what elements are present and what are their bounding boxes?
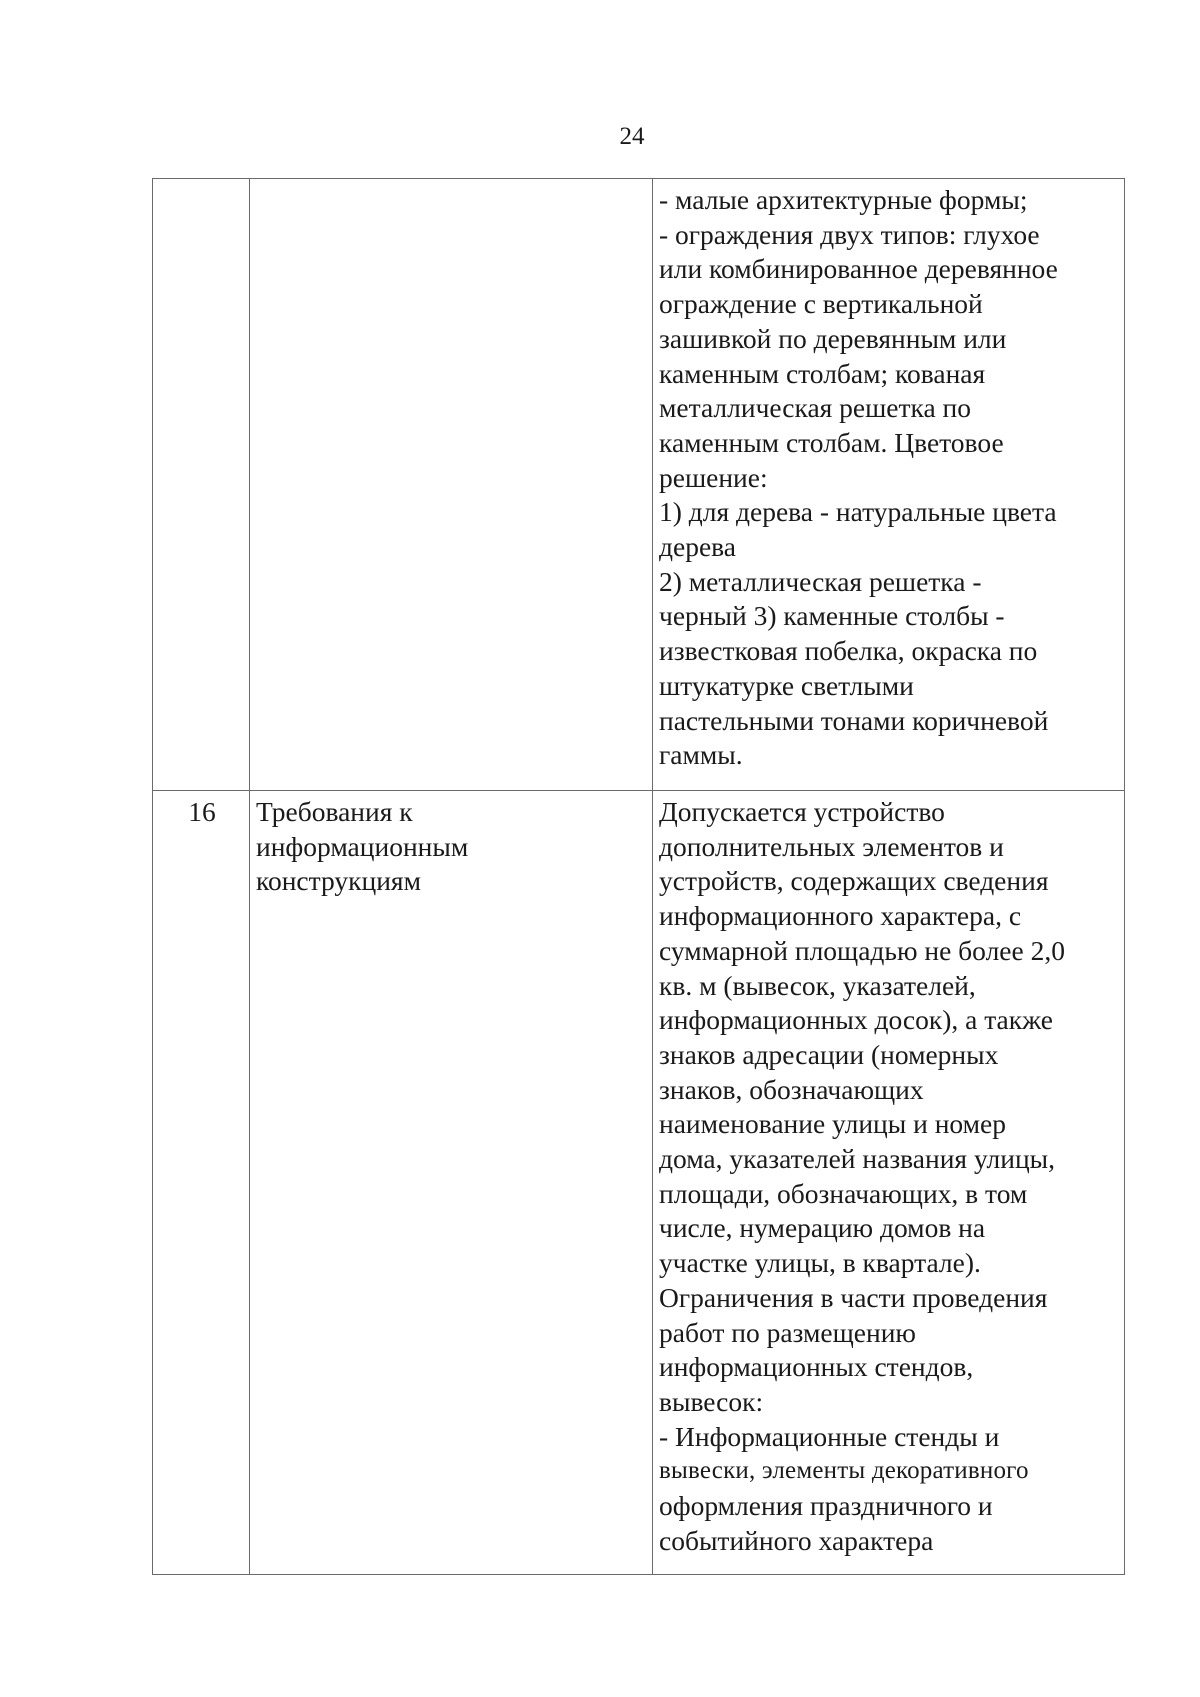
description-line: Ограничения в части проведения [659, 1281, 1048, 1313]
description-line: вывески, элементы декоративного [659, 1457, 1029, 1485]
name-line: информационным [256, 830, 469, 862]
description-line: устройств, содержащих сведения [659, 865, 1049, 897]
table-row [153, 179, 1125, 791]
description-line: - малые архитектурные формы; [659, 184, 1028, 215]
description-line: числе, нумерацию домов на [659, 1212, 986, 1244]
description-line: работ по размещению [659, 1316, 916, 1348]
description-line: или комбинированное деревянное [659, 253, 1058, 285]
requirement-description-cell [653, 791, 1125, 1575]
table-row [153, 791, 1125, 1575]
name-line: конструкциям [256, 865, 421, 897]
row-number-cell [153, 179, 250, 791]
description-line: вывесок: [659, 1385, 764, 1417]
description-line: знаков, обозначающих [659, 1073, 924, 1105]
description-line: ограждение с вертикальной [659, 288, 983, 320]
description-line: 1) для дерева - натуральные цвета [659, 496, 1057, 528]
description-line: известковая побелка, окраска по [659, 635, 1038, 667]
description-line: каменным столбам; кованая [659, 357, 986, 389]
description-line: оформления праздничного и [659, 1490, 993, 1522]
description-line: информационных досок), а также [659, 1004, 1053, 1036]
description-line: площади, обозначающих, в том [659, 1177, 1028, 1209]
description-line: суммарной площадью не более 2,0 [659, 934, 1065, 966]
description-line: каменным столбам. Цветовое [659, 426, 1004, 458]
page-number: 24 [619, 123, 645, 150]
description-line: знаков адресации (номерных [659, 1038, 999, 1070]
description-line: информационных стендов, [659, 1351, 974, 1383]
requirement-name-cell [250, 179, 653, 791]
requirements-table [152, 178, 1125, 1575]
description-line: гаммы. [659, 739, 743, 771]
description-line: Допускается устройство [659, 796, 945, 827]
description-line: дополнительных элементов и [659, 830, 1004, 862]
description-line: кв. м (вывесок, указателей, [659, 969, 976, 1001]
description-line: событийного характера [659, 1524, 934, 1556]
requirement-name-cell [250, 791, 653, 1575]
description-line: 2) металлическая решетка - [659, 565, 982, 597]
description-line: решение: [659, 461, 768, 493]
description-line: дома, указателей названия улицы, [659, 1143, 1056, 1175]
description-line: наименование улицы и номер [659, 1108, 1006, 1140]
description-line: дерева [659, 531, 736, 563]
description-line: - Информационные стенды и [659, 1420, 1000, 1452]
name-line: Требования к [256, 796, 413, 827]
description-line: участке улицы, в квартале). [659, 1247, 981, 1279]
description-line: информационного характера, с [659, 900, 1022, 932]
description-line: металлическая решетка по [659, 392, 972, 424]
description-line: зашивкой по деревянным или [659, 322, 1007, 354]
description-line: пастельными тонами коричневой [659, 704, 1049, 736]
row-number-cell: 16 [153, 791, 250, 1575]
description-line: - ограждения двух типов: глухое [659, 218, 1040, 250]
description-line: черный 3) каменные столбы - [659, 600, 1005, 632]
requirement-description-cell [653, 179, 1125, 791]
description-line: штукатурке светлыми [659, 669, 914, 701]
